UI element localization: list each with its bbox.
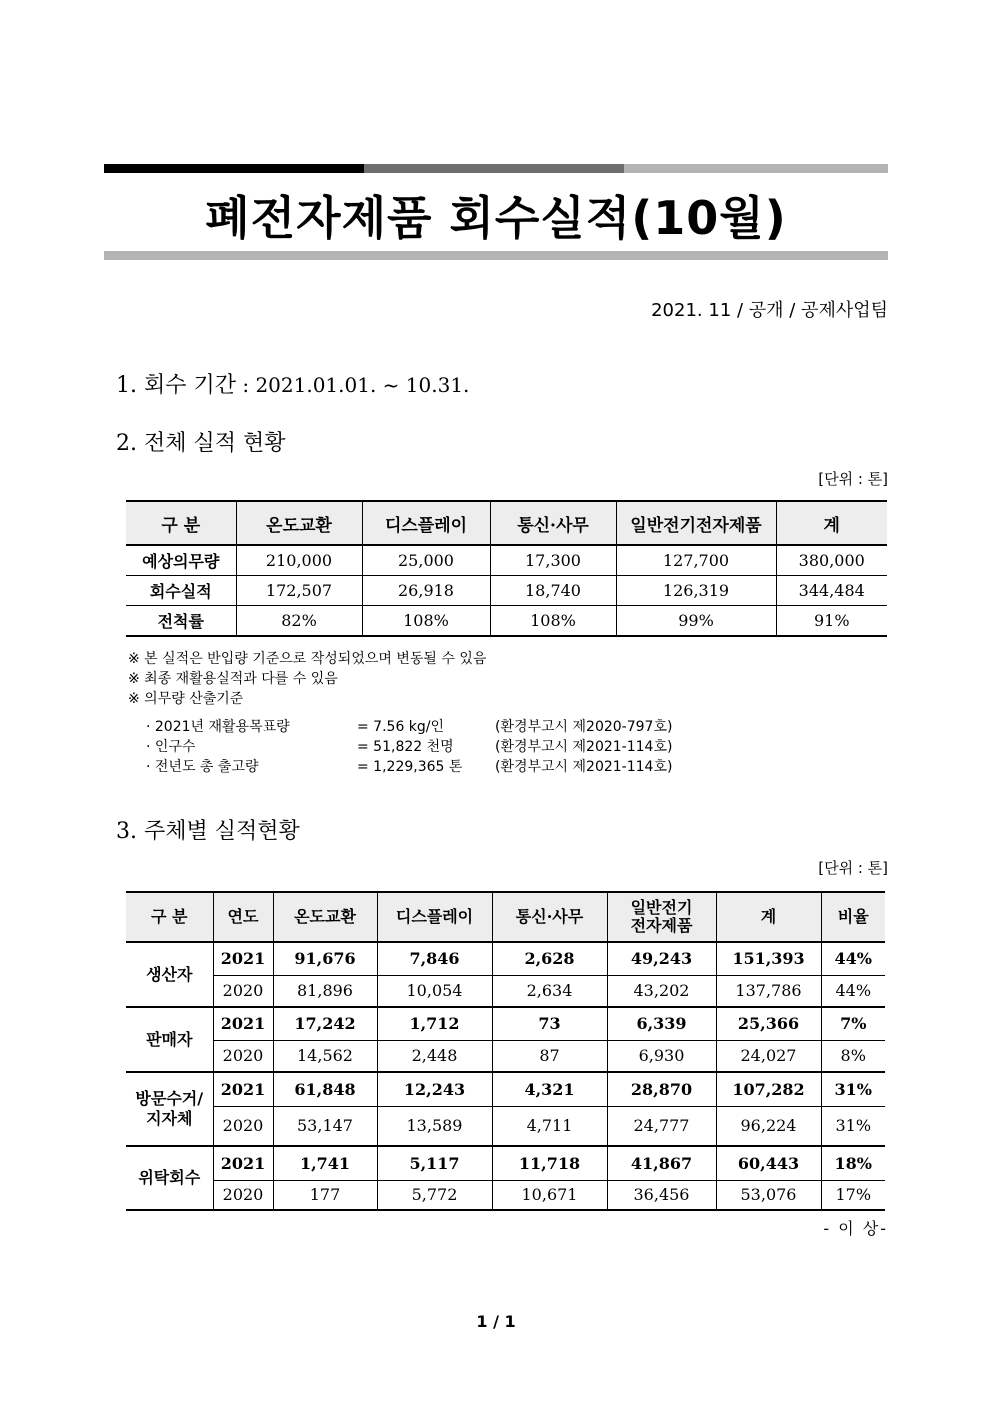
table-cell: 12,243 (377, 1072, 492, 1106)
column-header: 계 (716, 892, 821, 942)
table-cell: 25,366 (716, 1007, 821, 1040)
criteria-value: = 1,229,365 톤 (357, 759, 463, 775)
table-cell: 53,076 (716, 1180, 821, 1210)
row-header: 회수실적 (126, 576, 236, 606)
table-row (126, 545, 887, 576)
group-header: 판매자 (126, 1007, 213, 1072)
page-title: 폐전자제품 회수실적(10월) (205, 191, 787, 245)
criteria-source: (환경부고시 제2021-114호) (495, 739, 673, 755)
table-cell: 24,027 (716, 1040, 821, 1072)
column-header: 일반전기전자제품 (616, 501, 776, 545)
table-cell: 108% (490, 606, 616, 637)
table-cell: 7,846 (377, 942, 492, 975)
table-row (126, 1106, 885, 1146)
title-underline-bar (104, 251, 888, 260)
group-header: 생산자 (126, 942, 213, 1007)
table-cell: 210,000 (236, 545, 362, 576)
table-cell: 13,589 (377, 1106, 492, 1146)
section3-unit: [단위 : 톤] (818, 859, 888, 877)
column-header: 온도교환 (236, 501, 362, 545)
column-header: 구 분 (126, 501, 236, 545)
column-header: 연도 (213, 892, 273, 942)
table-cell: 2021 (213, 1072, 273, 1106)
title-bar-black (104, 164, 364, 173)
criteria-source: (환경부고시 제2021-114호) (495, 759, 673, 775)
page-number: 1 / 1 (476, 1312, 516, 1331)
table-cell: 2,634 (492, 975, 607, 1007)
table-cell: 2020 (213, 1106, 273, 1146)
table-cell: 43,202 (607, 975, 716, 1007)
section2-unit: [단위 : 톤] (818, 470, 888, 488)
table-cell: 36,456 (607, 1180, 716, 1210)
table-cell: 14,562 (273, 1040, 377, 1072)
document-meta: 2021. 11 / 공개 / 공제사업팀 (651, 300, 888, 321)
table-cell: 108% (362, 606, 490, 637)
table-cell: 1,741 (273, 1146, 377, 1180)
table-cell: 2020 (213, 1040, 273, 1072)
table-cell: 41,867 (607, 1146, 716, 1180)
table-row (126, 1040, 885, 1072)
column-header: 비율 (821, 892, 885, 942)
table-row (126, 975, 885, 1007)
table-cell: 344,484 (776, 576, 887, 606)
table-cell: 10,671 (492, 1180, 607, 1210)
table-row (126, 1180, 885, 1210)
column-header: 구 분 (126, 892, 213, 942)
column-header: 디스플레이 (362, 501, 490, 545)
table-cell: 18% (821, 1146, 885, 1180)
table-cell: 2021 (213, 942, 273, 975)
section1-heading-line (116, 368, 469, 399)
table-cell: 11,718 (492, 1146, 607, 1180)
table-cell: 81,896 (273, 975, 377, 1007)
table-cell: 8% (821, 1040, 885, 1072)
table-cell: 17,300 (490, 545, 616, 576)
table-cell: 96,224 (716, 1106, 821, 1146)
table-cell: 2021 (213, 1007, 273, 1040)
table-cell: 44% (821, 975, 885, 1007)
table-cell: 87 (492, 1040, 607, 1072)
by-entity-performance-table (126, 891, 885, 1211)
table-cell: 73 (492, 1007, 607, 1040)
column-header: 온도교환 (273, 892, 377, 942)
table-cell: 2021 (213, 1146, 273, 1180)
table-row (126, 1007, 885, 1040)
column-header: 일반전기 전자제품 (607, 892, 716, 942)
table-cell: 99% (616, 606, 776, 637)
table-cell: 82% (236, 606, 362, 637)
table-cell: 26,918 (362, 576, 490, 606)
note-2: ※ 최종 재활용실적과 다를 수 있음 (128, 671, 338, 687)
table-cell: 60,443 (716, 1146, 821, 1180)
table-cell: 127,700 (616, 545, 776, 576)
column-header: 계 (776, 501, 887, 545)
table-cell: 91% (776, 606, 887, 637)
table-cell: 49,243 (607, 942, 716, 975)
table-cell: 24,777 (607, 1106, 716, 1146)
section2-heading: 2. 전체 실적 현황 (116, 431, 286, 456)
title-bar-dark-gray (364, 164, 624, 173)
note-3: ※ 의무량 산출기준 (128, 691, 244, 707)
section1-heading: 1. 회수 기간 (116, 373, 236, 398)
row-header: 전척률 (126, 606, 236, 637)
row-header: 예상의무량 (126, 545, 236, 576)
table-cell: 1,712 (377, 1007, 492, 1040)
table-row (126, 1146, 885, 1180)
table-cell: 4,321 (492, 1072, 607, 1106)
table-header-row (126, 501, 887, 545)
table-cell: 151,393 (716, 942, 821, 975)
table-cell: 5,117 (377, 1146, 492, 1180)
table-cell: 137,786 (716, 975, 821, 1007)
group-header: 방문수거/ 지자체 (126, 1072, 213, 1146)
table-cell: 172,507 (236, 576, 362, 606)
criteria-label: · 인구수 (146, 739, 196, 755)
table-cell: 61,848 (273, 1072, 377, 1106)
section3-heading: 3. 주체별 실적현황 (116, 819, 300, 844)
table-cell: 6,930 (607, 1040, 716, 1072)
table-cell: 126,319 (616, 576, 776, 606)
criteria-source: (환경부고시 제2020-797호) (495, 719, 673, 735)
table-cell: 10,054 (377, 975, 492, 1007)
table-cell: 4,711 (492, 1106, 607, 1146)
table-cell: 17,242 (273, 1007, 377, 1040)
table-cell: 107,282 (716, 1072, 821, 1106)
table-header-row (126, 892, 885, 942)
table-row (126, 942, 885, 975)
criteria-value: = 7.56 kg/인 (357, 719, 445, 735)
table-cell: 31% (821, 1106, 885, 1146)
table-cell: 2020 (213, 1180, 273, 1210)
table-cell: 25,000 (362, 545, 490, 576)
section1-period: : 2021.01.01. ~ 10.31. (236, 373, 470, 397)
title-bar-light-gray (624, 164, 888, 173)
table-cell: 7% (821, 1007, 885, 1040)
criteria-label: · 2021년 재활용목표량 (146, 719, 290, 735)
table-cell: 28,870 (607, 1072, 716, 1106)
table-row (126, 576, 887, 606)
table-row (126, 1072, 885, 1106)
table-cell: 53,147 (273, 1106, 377, 1146)
end-mark: - 이 상- (823, 1219, 888, 1238)
table-cell: 2020 (213, 975, 273, 1007)
table-cell: 177 (273, 1180, 377, 1210)
column-header: 통신·사무 (492, 892, 607, 942)
table-cell: 18,740 (490, 576, 616, 606)
table-cell: 31% (821, 1072, 885, 1106)
criteria-value: = 51,822 천명 (357, 739, 454, 755)
note-1: ※ 본 실적은 반입량 기준으로 작성되었으며 변동될 수 있음 (128, 651, 487, 667)
table-cell: 91,676 (273, 942, 377, 975)
table-row (126, 606, 887, 637)
group-header: 위탁회수 (126, 1146, 213, 1210)
table-cell: 2,628 (492, 942, 607, 975)
criteria-label: · 전년도 총 출고량 (146, 759, 259, 775)
table-cell: 380,000 (776, 545, 887, 576)
table-cell: 5,772 (377, 1180, 492, 1210)
overall-performance-table (126, 500, 887, 637)
column-header: 디스플레이 (377, 892, 492, 942)
table-cell: 44% (821, 942, 885, 975)
table-cell: 2,448 (377, 1040, 492, 1072)
table-cell: 6,339 (607, 1007, 716, 1040)
table-cell: 17% (821, 1180, 885, 1210)
column-header: 통신·사무 (490, 501, 616, 545)
